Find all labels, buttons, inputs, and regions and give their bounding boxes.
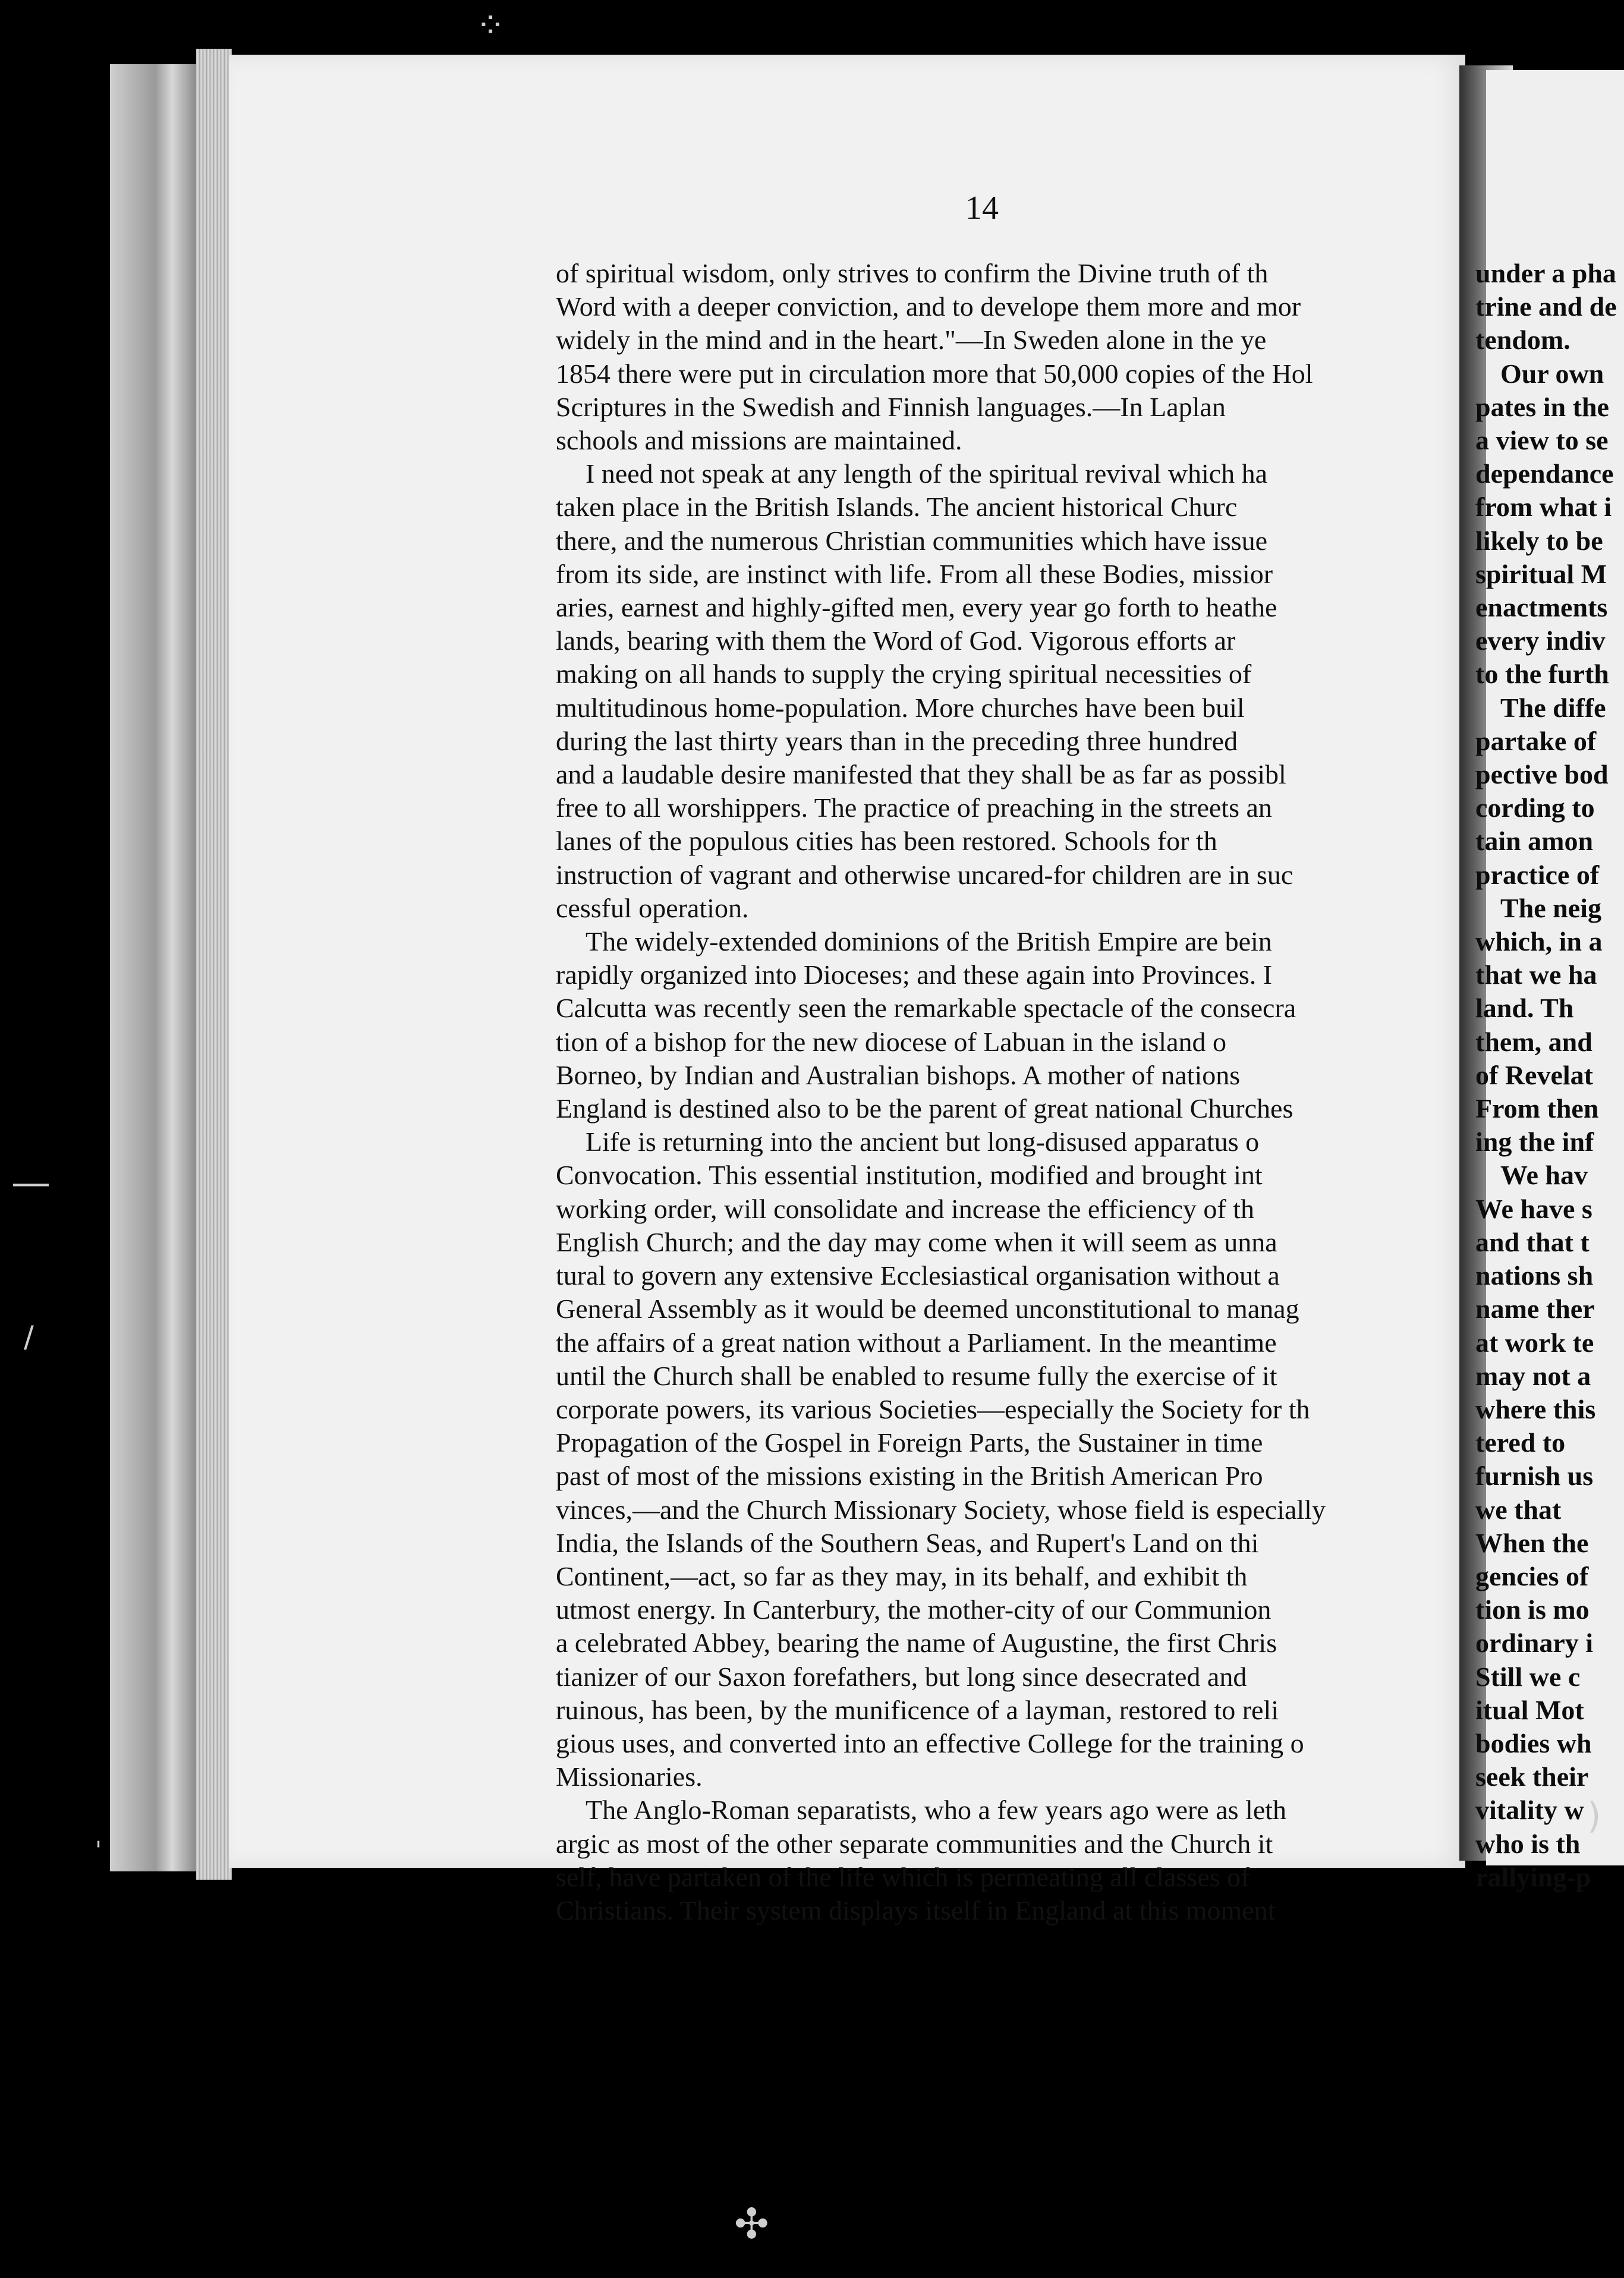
text-line: Continent,—act, so far as they may, in its behalf, and exhibit th	[556, 1560, 1248, 1591]
scan-speck: ―	[13, 1162, 49, 1204]
text-line: 1854 there were put in circulation more that 50,000 copies of the Hol	[556, 358, 1313, 389]
facing-page-text-line: From then	[1475, 1093, 1599, 1124]
text-line: instruction of vagrant and otherwise uncared-for children are in suc	[556, 859, 1293, 890]
facing-page-text-line: spiritual M	[1475, 558, 1607, 589]
facing-page-text-line: The neig	[1500, 892, 1601, 923]
text-line: Missionaries.	[556, 1761, 703, 1792]
facing-page-text-line: ing the inf	[1475, 1127, 1594, 1157]
text-line: and a laudable desire manifested that they shall be as far as possibl	[556, 759, 1286, 790]
facing-page-text-line: tered to	[1475, 1427, 1566, 1458]
facing-page-text-line: enactments	[1475, 592, 1608, 623]
facing-page-text-line: a view to se	[1475, 425, 1609, 456]
facing-page-text-line: name ther	[1475, 1294, 1595, 1324]
text-line: corporate powers, its various Societies—especially the Society for th	[556, 1393, 1310, 1424]
facing-page-text-line: likely to be	[1475, 525, 1603, 556]
facing-page-text-line: of Revelat	[1475, 1059, 1593, 1090]
text-line: cessful operation.	[556, 892, 749, 923]
text-line: Calcutta was recently seen the remarkable spectacle of the consecra	[556, 993, 1296, 1024]
text-line: tion of a bishop for the new diocese of Labuan in the island o	[556, 1026, 1226, 1057]
text-line: Christians. Their system displays itself in England at this moment	[556, 1895, 1276, 1925]
facing-page-text-line: partake of	[1475, 725, 1597, 756]
text-line: General Assembly as it would be deemed unconstitutional to manag	[556, 1294, 1299, 1324]
text-line: free to all worshippers. The practice of preaching in the streets an	[556, 792, 1272, 823]
facing-page-text-line: vitality w	[1475, 1795, 1584, 1826]
facing-page-text-line: itual Mot	[1475, 1694, 1584, 1725]
text-line: The Anglo-Roman separatists, who a few years ago were as leth	[586, 1795, 1287, 1826]
text-line: Life is returning into the ancient but long-disused apparatus o	[586, 1127, 1260, 1157]
facing-page-text-line: practice of	[1475, 859, 1600, 890]
facing-page-text-line: at work te	[1475, 1327, 1594, 1358]
facing-page-text-line: tendom.	[1475, 325, 1571, 355]
facing-page-text-line: pective bod	[1475, 759, 1609, 790]
scan-speck: '	[95, 1837, 102, 1864]
scan-speck: ✣	[734, 2200, 769, 2248]
page-number: 14	[965, 190, 999, 226]
facing-page-text-line: nations sh	[1475, 1260, 1594, 1291]
facing-page-text-line: we that	[1475, 1494, 1562, 1525]
text-line: making on all hands to supply the crying spiritual necessities of	[556, 659, 1252, 690]
text-line: working order, will consolidate and increase the efficiency of th	[556, 1193, 1254, 1224]
facing-page-text-line: furnish us	[1475, 1461, 1594, 1492]
text-line: gious uses, and converted into an effective College for the training o	[556, 1728, 1304, 1758]
text-line: English Church; and the day may come when it will seem as unna	[556, 1226, 1277, 1257]
text-line: of spiritual wisdom, only strives to confirm the Divine truth of th	[556, 258, 1269, 288]
facing-page-text-line: from what i	[1475, 492, 1612, 523]
facing-page-text-line: tion is mo	[1475, 1594, 1590, 1625]
facing-page-text-line: rallying-p	[1475, 1861, 1591, 1892]
page-stack-edge	[196, 49, 232, 1880]
text-line: a celebrated Abbey, bearing the name of Augustine, the first Chris	[556, 1628, 1277, 1659]
facing-page-text-line: tain amon	[1475, 826, 1594, 857]
facing-page-text-line: cording to	[1475, 792, 1595, 823]
scan-speck: ⁘	[476, 5, 506, 46]
facing-page-text-line: ordinary i	[1475, 1628, 1594, 1659]
text-line: Propagation of the Gospel in Foreign Parts, the Sustainer in time	[556, 1427, 1263, 1458]
facing-page-text-line: land. Th	[1475, 993, 1574, 1024]
facing-page-text-line: which, in a	[1475, 926, 1603, 957]
facing-page-text-line: every indiv	[1475, 625, 1606, 656]
facing-page-text-line: where this	[1475, 1393, 1596, 1424]
text-line: Word with a deeper conviction, and to develope them more and mor	[556, 291, 1301, 322]
text-line: schools and missions are maintained.	[556, 425, 962, 456]
facing-page-text-line: bodies wh	[1475, 1728, 1592, 1758]
facing-page-text-line: The diffe	[1500, 692, 1606, 723]
facing-page-text-line: trine and de	[1475, 291, 1617, 322]
facing-page-text-line: Still we c	[1475, 1661, 1581, 1692]
facing-page-text-line: We have s	[1475, 1193, 1592, 1224]
text-line: past of most of the missions existing in the British American Pro	[556, 1461, 1263, 1492]
text-line: ruinous, has been, by the munificence of a layman, restored to reli	[556, 1694, 1279, 1725]
facing-page-text-line: may not a	[1475, 1360, 1591, 1391]
facing-page-text-line: dependance	[1475, 458, 1614, 489]
facing-page-text-line: who is th	[1475, 1828, 1581, 1859]
text-line: the affairs of a great nation without a Parliament. In the meantime	[556, 1327, 1277, 1358]
text-line: rapidly organized into Dioceses; and these again into Provinces. I	[556, 959, 1273, 990]
facing-page-text-line: We hav	[1500, 1160, 1588, 1191]
facing-page-text-line: and that t	[1475, 1226, 1590, 1257]
text-line: Scriptures in the Swedish and Finnish languages.—In Laplan	[556, 391, 1226, 422]
facing-page-text-line: that we ha	[1475, 959, 1597, 990]
text-line: during the last thirty years than in the preceding three hundred	[556, 725, 1238, 756]
facing-page-text-line: pates in the	[1475, 391, 1609, 422]
text-line: multitudinous home-population. More churches have been buil	[556, 692, 1245, 723]
text-line: taken place in the British Islands. The ancient historical Churc	[556, 492, 1238, 523]
facing-page-text-line: gencies of	[1475, 1560, 1589, 1591]
text-line: Convocation. This essential institution, modified and brought int	[556, 1160, 1263, 1191]
text-line: there, and the numerous Christian communities which have issue	[556, 525, 1268, 556]
text-line: utmost energy. In Canterbury, the mother-city of our Communion	[556, 1594, 1271, 1625]
text-line: tural to govern any extensive Ecclesiastical organisation without a	[556, 1260, 1280, 1291]
main-text-column	[556, 257, 1459, 1927]
facing-page-text-line: under a pha	[1475, 258, 1616, 288]
text-line: vinces,—and the Church Missionary Society, whose field is especially	[556, 1494, 1326, 1525]
text-line: argic as most of the other separate communities and the Church it	[556, 1828, 1273, 1859]
text-line: until the Church shall be enabled to resume fully the exercise of it	[556, 1360, 1277, 1391]
text-line: widely in the mind and in the heart."—In Sweden alone in the ye	[556, 325, 1267, 355]
text-line: I need not speak at any length of the spiritual revival which ha	[586, 458, 1268, 489]
facing-page-text-line: them, and	[1475, 1026, 1592, 1057]
text-line: from its side, are instinct with life. From all these Bodies, missior	[556, 558, 1273, 589]
text-line: lanes of the populous cities has been restored. Schools for th	[556, 826, 1217, 857]
facing-page-text-line: to the furth	[1475, 659, 1609, 690]
facing-page-text-line: Our own	[1500, 358, 1604, 389]
facing-page-text-line: seek their	[1475, 1761, 1589, 1792]
text-line: Borneo, by Indian and Australian bishops. A mother of nations	[556, 1059, 1241, 1090]
text-line: lands, bearing with them the Word of God. Vigorous efforts ar	[556, 625, 1236, 656]
scan-speck: )	[1587, 1795, 1601, 1837]
scan-speck: /	[24, 1320, 34, 1354]
text-line: England is destined also to be the parent of great national Churches	[556, 1093, 1293, 1124]
text-line: The widely-extended dominions of the British Empire are bein	[586, 926, 1272, 957]
text-line: India, the Islands of the Southern Seas, and Rupert's Land on thi	[556, 1527, 1259, 1558]
facing-page-text-line: When the	[1475, 1527, 1589, 1558]
text-line: self, have partaken of the life which is permeating all classes of	[556, 1861, 1250, 1892]
text-line: tianizer of our Saxon forefathers, but long since desecrated and	[556, 1661, 1247, 1692]
text-line: aries, earnest and highly-gifted men, every year go forth to heathe	[556, 592, 1277, 623]
facing-page-text-column	[1475, 257, 1624, 1894]
